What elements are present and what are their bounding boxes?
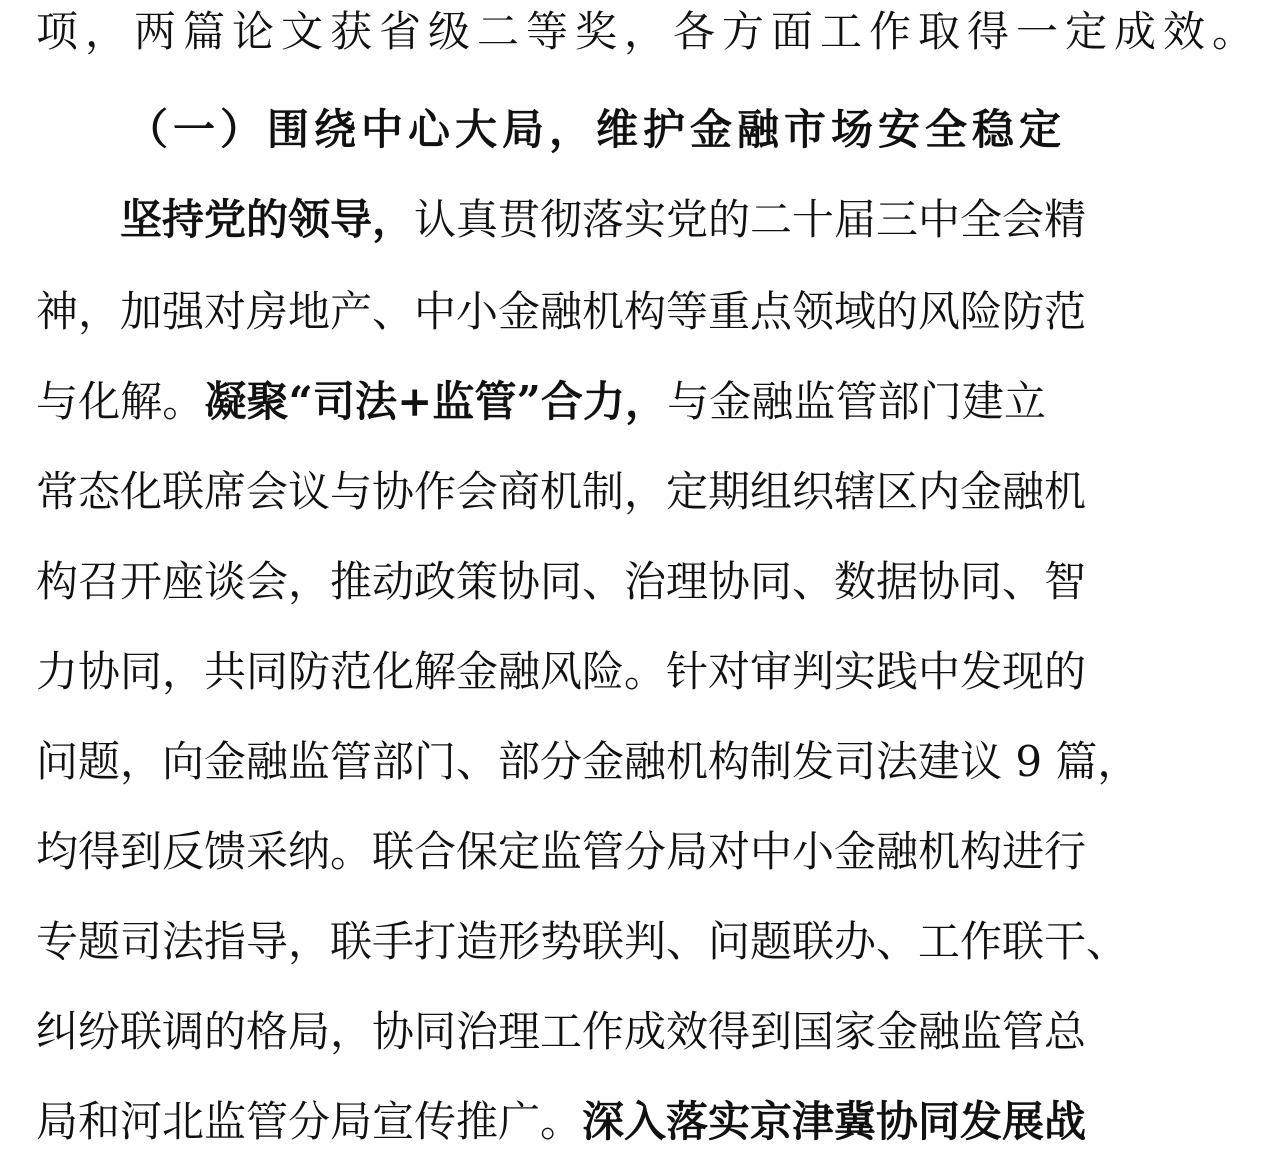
text-line-8 (36, 642, 1087, 702)
line-7-text: 构召开座谈会，推动政策协同、治理协同、数据协同、智 (36, 557, 1087, 606)
text-line-5 (36, 372, 1046, 432)
line-10-text: 均得到反馈采纳。联合保定监管分局对中小金融机构进行 (36, 827, 1087, 876)
bold-phrase-judicial-supervision: 凝聚“司法+监管”合力， (204, 377, 668, 426)
text-line-6 (36, 462, 1087, 522)
line-3-text: 认真贯彻落实党的二十届三中全会精 (414, 195, 1087, 244)
text-line-9 (36, 732, 1140, 792)
text-line-1 (36, 2, 1261, 62)
line-6-text: 常态化联席会议与协作会商机制，定期组织辖区内金融机 (36, 467, 1087, 516)
text-line-4 (36, 282, 1087, 342)
paragraph-first-line (120, 190, 1087, 250)
line-5-text-b: 与金融监管部门建立 (667, 377, 1046, 426)
line-5-text-a: 与化解。 (36, 377, 205, 426)
line-12-text: 纠纷联调的格局，协同治理工作成效得到国家金融监管总 (36, 1007, 1087, 1056)
line-9-text: 问题，向金融监管部门、部分金融机构制发司法建议 9 篇， (36, 737, 1140, 786)
text-line-7 (36, 552, 1087, 612)
line-1-text: 项，两篇论文获省级二等奖，各方面工作取得一定成效。 (36, 7, 1261, 56)
bold-phrase-beijing-tianjin-hebei: 深入落实京津冀协同发展战 (582, 1097, 1087, 1146)
line-8-text: 力协同，共同防范化解金融风险。针对审判实践中发现的 (36, 647, 1087, 696)
text-line-10 (36, 822, 1087, 882)
line-11-text: 专题司法指导，联手打造形势联判、问题联办、工作联干、 (36, 917, 1129, 966)
section-heading-text: （一）围绕中心大局，维护金融市场安全稳定 (126, 105, 1067, 154)
text-line-11 (36, 912, 1129, 972)
text-line-12 (36, 1002, 1087, 1062)
line-4-text: 神，加强对房地产、中小金融机构等重点领域的风险防范 (36, 287, 1087, 336)
bold-phrase-party-leadership: 坚持党的领导， (120, 195, 415, 244)
text-line-13 (36, 1092, 1087, 1152)
line-13-text: 局和河北监管分局宣传推广。 (36, 1097, 583, 1146)
section-heading (126, 100, 1067, 160)
